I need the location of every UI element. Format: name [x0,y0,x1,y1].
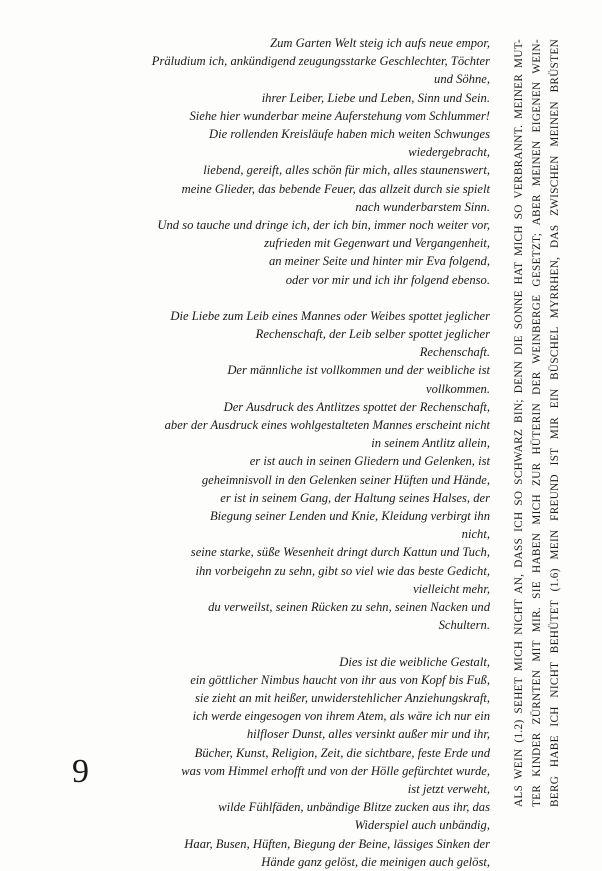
poem-line: Der männliche ist vollkommen und der weibliche ist [227,363,490,378]
poem-line: vollkommen. [426,381,490,396]
poem-line: wilde Fühlfäden, unbändige Blitze zucken aus ihr, das [218,800,490,815]
margin-line [543,39,567,807]
poem-line: Der Ausdruck des Antlitzes spottet der Rechenschaft, [223,399,490,414]
poem-line: geheimnisvoll in den Gelenken seiner Hüften und Hände, [201,472,490,487]
poem-line: an meiner Seite und hinter mir Eva folgend, [268,254,490,269]
poem-line: Rechenschaft. [419,345,490,360]
poem-line: wiedergebracht, [408,145,490,160]
poem-line: Biegung seiner Lenden und Knie, Kleidung verbirgt ihn [209,509,490,524]
poem-line: ihrer Leiber, Liebe und Leben, Sinn und Sein. [261,90,490,105]
poem-line: er ist in seinem Gang, der Haltung seines Halses, der [220,490,490,505]
poem-line: du verweilst, seinen Rücken zu sehn, seinen Nacken und [208,600,490,615]
poem-line: und Söhne, [434,72,490,87]
poem-line: Widerspiel auch unbändig, [354,818,490,833]
poem-line: Siehe hier wunderbar meine Auferstehung vom Schlummer! [189,108,490,123]
stanza [112,34,490,289]
poem-line: Bücher, Kunst, Religion, Zeit, die sichtbare, feste Erde und [194,745,490,760]
poem-line: ich werde eingesogen von ihrem Atem, als wäre ich nur ein [192,709,490,724]
poem-line: nicht, [461,527,490,542]
poem-line: hilfloser Dunst, alles versinkt außer mir und ihr, [246,727,490,742]
poem-line: ein göttlicher Nimbus haucht von ihr aus von Kopf bis Fuß, [190,672,490,687]
poem-line: Dies ist die weibliche Gestalt, [339,654,490,669]
stanza [112,307,490,635]
poem-line: oder vor mir und ich ihr folgend ebenso. [285,272,490,287]
poem-line: Zum Garten Welt steig ich aufs neue empor, [270,36,490,50]
poem-line: ist jetzt verweht, [407,781,490,796]
poem-line: aber der Ausdruck eines wohlgestalteten Mannes erscheint nicht [164,418,490,433]
poem-line: in seinem Antlitz allein, [371,436,490,451]
poem-line: Haar, Busen, Hüften, Biegung der Beine, lässiges Sinken der [184,836,490,851]
poem-line: zufrieden mit Gegenwart und Vergangenheit, [264,236,490,251]
poem-line: seine starke, süße Wesenheit dringt durch Kattun und Tuch, [190,545,490,560]
page-number: 9 [72,753,89,790]
margin-line-text: ALS WEIN (1.2) SEHET MICH NICHT AN, DASS ICH SO SCHWARZ BIN; DENN DIE SONNE HAT MICH SO VERBRANNT. MEINER MUT- [513,39,525,807]
poem-line: ihn vorbeigehn zu sehn, gibt so viel wie das beste Gedicht, [195,563,490,578]
margin-line-text: BERG HABE ICH NICHT BEHÜTET (1.6) MEIN FREUND IST MIR EIN BÜSCHEL MYRRHEN, DAS ZWISCHEN MEINEN BRÜSTEN [549,39,561,807]
poem-line: Die Liebe zum Leib eines Mannes oder Weibes spottet jeglicher [170,308,490,323]
margin-line-text: TER KINDER ZÜRNTEN MIT MIR. SIE HABEN MICH ZUR HÜTERIN DER WEINBERGE GESETZT; ABER MEINEN EIGENEN WEIN- [531,39,543,807]
poem-line: was vom Himmel erhofft und von der Hölle gefürchtet wurde, [181,763,490,778]
poem-line: vielleicht mehr, [413,581,490,596]
poem-line: nach wunderbarstem Sinn. [355,199,490,214]
poem-line: Präludium ich, ankündigend zeugungsstarke Geschlechter, Töchter [151,54,490,69]
poem-line: Und so tauche und dringe ich, der ich bin, immer noch weiter vor, [157,218,490,233]
poem-line: Schultern. [438,618,490,633]
stanza [112,653,490,871]
vertical-margin-text [499,39,571,807]
poem-line: meine Glieder, das bebende Feuer, das allzeit durch sie spielt [181,181,490,196]
poem-line: Die rollenden Kreisläufe haben mich weiten Schwunges [209,127,490,142]
poem-line: liebend, gereift, alles schön für mich, alles staunenswert, [203,163,490,178]
poem-line: Rechenschaft, der Leib selber spottet jeglicher [255,327,490,342]
poem-line: sie zieht an mit heißer, unwiderstehlicher Anziehungskraft, [195,690,490,705]
poem-line: er ist auch in seinen Gliedern und Gelenken, ist [249,454,490,469]
poem-text [112,34,490,871]
poem-line: Hände ganz gelöst, die meinigen auch gelöst, [261,854,490,869]
